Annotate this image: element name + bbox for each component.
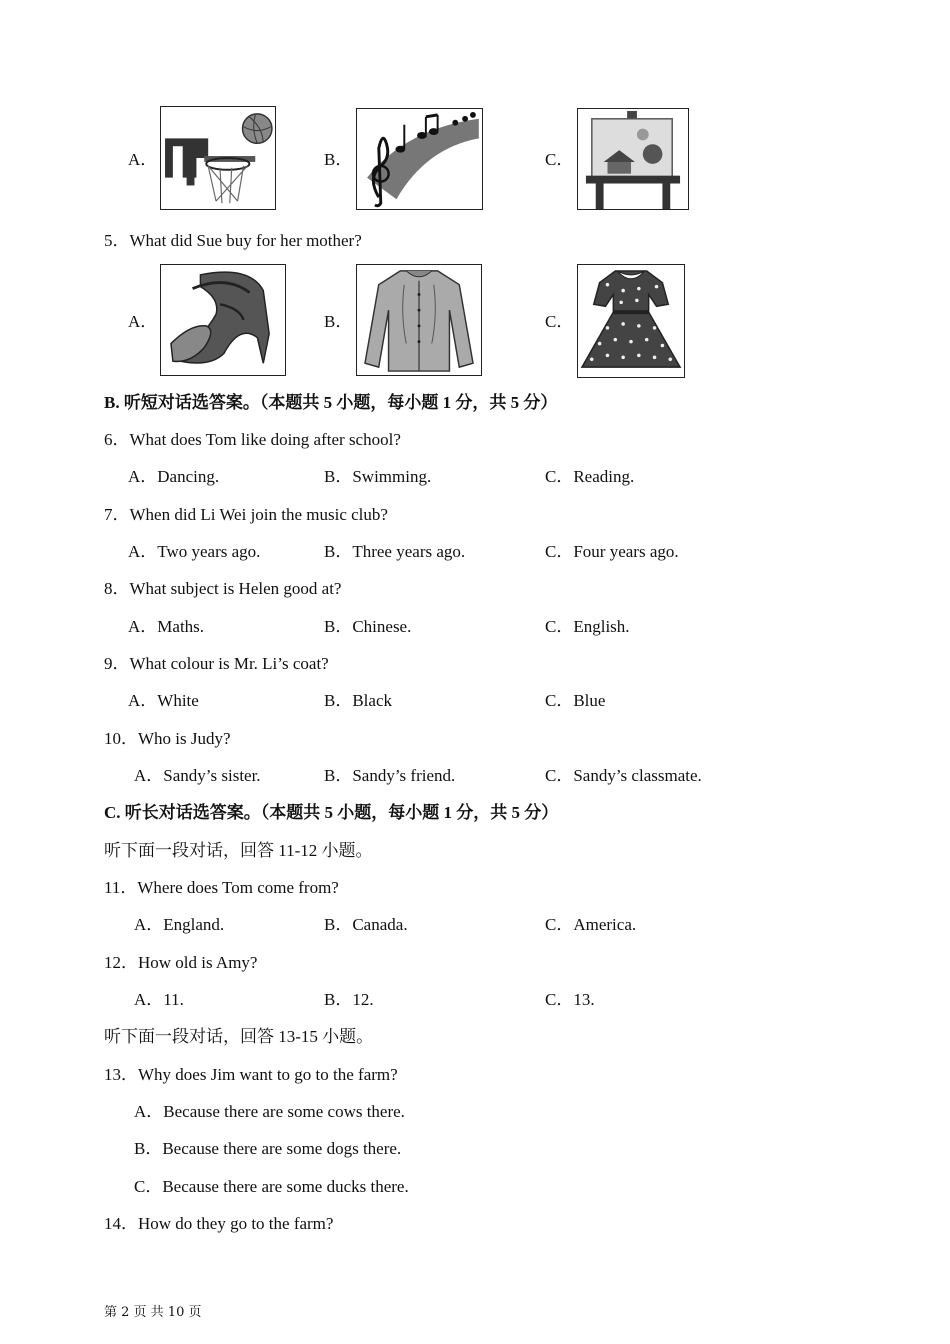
basketball-hoop-icon	[160, 106, 276, 210]
q12-option-a: A．11.	[134, 990, 184, 1009]
q9-option-a: A．White	[128, 691, 199, 710]
q4-option-c-label: C．	[545, 150, 574, 169]
q5-option-b-label: B．	[324, 312, 353, 331]
q6-option-a: A．Dancing.	[128, 467, 220, 486]
q11-option-b: B．Canada.	[324, 915, 408, 934]
section-b-heading: B. 听短对话选答案。（本题共 5 小题，每小题 1 分，共 5 分）	[104, 393, 558, 412]
section-c-instruction-1: 听下面一段对话，回答 11-12 小题。	[104, 841, 373, 860]
high-heel-shoes-icon	[160, 264, 286, 376]
q13-option-a: A．Because there are some cows there.	[134, 1102, 405, 1121]
q14-question: 14．How do they go to the farm?	[104, 1214, 334, 1233]
q8-option-b: B．Chinese.	[324, 617, 412, 636]
q6-option-b: B．Swimming.	[324, 467, 432, 486]
q7-question: 7．When did Li Wei join the music club?	[104, 505, 388, 524]
q6-option-c: C．Reading.	[545, 467, 635, 486]
q11-option-c: C．America.	[545, 915, 637, 934]
q8-option-c: C．English.	[545, 617, 630, 636]
polka-dot-dress-icon	[577, 264, 685, 378]
q8-question: 8．What subject is Helen good at?	[104, 579, 342, 598]
q7-option-a: A．Two years ago.	[128, 542, 261, 561]
q10-option-a: A．Sandy’s sister.	[134, 766, 261, 785]
painting-easel-icon	[577, 108, 689, 210]
q5-option-a-label: A．	[128, 312, 158, 331]
q10-option-b: B．Sandy’s friend.	[324, 766, 456, 785]
q13-option-b: B．Because there are some dogs there.	[134, 1139, 402, 1158]
q9-option-c: C．Blue	[545, 691, 606, 710]
q12-option-c: C．13.	[545, 990, 595, 1009]
music-notes-icon	[356, 108, 483, 210]
q11-option-a: A．England.	[134, 915, 225, 934]
blouse-icon	[356, 264, 482, 376]
q10-option-c: C．Sandy’s classmate.	[545, 766, 702, 785]
q13-option-c: C．Because there are some ducks there.	[134, 1177, 409, 1196]
q12-question: 12．How old is Amy?	[104, 953, 258, 972]
section-c-heading: C. 听长对话选答案。（本题共 5 小题，每小题 1 分，共 5 分）	[104, 803, 559, 822]
q13-question: 13．Why does Jim want to go to the farm?	[104, 1065, 398, 1084]
section-c-instruction-2: 听下面一段对话，回答 13-15 小题。	[104, 1027, 374, 1046]
q6-question: 6．What does Tom like doing after school?	[104, 430, 401, 449]
q7-option-b: B．Three years ago.	[324, 542, 466, 561]
q9-question: 9．What colour is Mr. Li’s coat?	[104, 654, 329, 673]
q8-option-a: A．Maths.	[128, 617, 205, 636]
q9-option-b: B．Black	[324, 691, 392, 710]
q4-option-a-label: A．	[128, 150, 158, 169]
page-footer: 第 2 页 共 10 页	[104, 1305, 202, 1320]
q7-option-c: C．Four years ago.	[545, 542, 679, 561]
q4-option-b-label: B．	[324, 150, 353, 169]
q5-question: 5．What did Sue buy for her mother?	[104, 231, 362, 250]
q10-question: 10．Who is Judy?	[104, 729, 231, 748]
q11-question: 11．Where does Tom come from?	[104, 878, 339, 897]
q12-option-b: B．12.	[324, 990, 374, 1009]
q5-option-c-label: C．	[545, 312, 574, 331]
